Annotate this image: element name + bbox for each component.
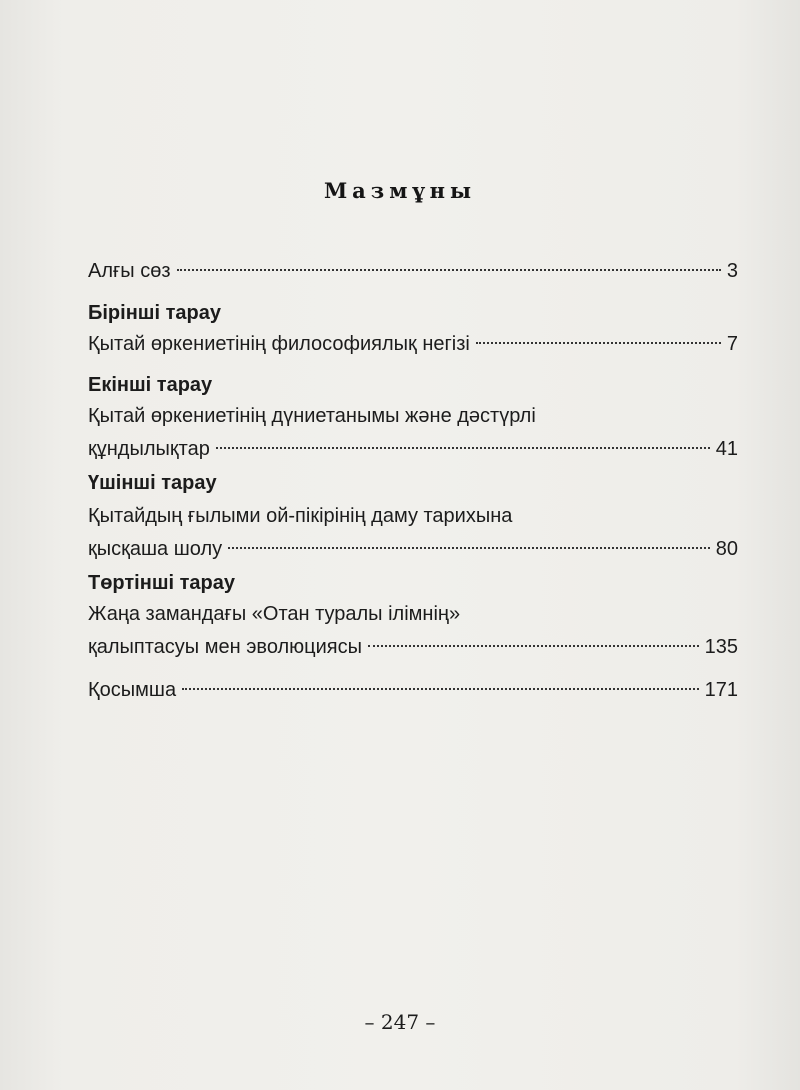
- toc-entry-chapter-3-line-1: Қытайдың ғылыми ой-пікірінің даму тарихына: [88, 505, 513, 527]
- toc-entry-chapter-4-line-1: Жаңа замандағы «Отан туралы ілімнің»: [88, 603, 461, 625]
- toc-chapter-heading-3: Үшінші тарау: [88, 472, 217, 494]
- page-number: – 247 –: [364, 1010, 436, 1034]
- toc-entry-text: құндылықтар: [88, 438, 210, 460]
- toc-entry-chapter-2: [88, 433, 738, 465]
- toc-entry-text: Қытай өркениетінің философиялық негізі: [88, 333, 470, 355]
- toc-entry-text: Алғы сөз: [88, 260, 171, 282]
- dot-leader: [177, 268, 721, 271]
- dot-leader: [182, 687, 699, 690]
- page-title: Мазмұны: [323, 178, 477, 203]
- toc-entry-page: 3: [726, 260, 738, 282]
- toc-entry-text: қалыптасуы мен эволюциясы: [88, 636, 363, 658]
- toc-entry-chapter-2-line-1: Қытай өркениетінің дүниетанымы және дәстүрлі: [88, 405, 536, 427]
- dot-leader: [216, 446, 710, 449]
- dot-leader: [476, 341, 721, 344]
- toc-entry-page: 41: [715, 438, 738, 460]
- dot-leader: [228, 546, 710, 549]
- toc-entry-appendix: [88, 674, 738, 706]
- toc-chapter-heading-1: Бірінші тарау: [88, 302, 221, 324]
- toc-entry-preface: [88, 255, 738, 287]
- show-through-block-3: [0, 740, 800, 800]
- toc-entry-text: Қосымша: [88, 679, 177, 701]
- toc-entry-chapter-3: [88, 533, 738, 565]
- toc-entry-chapter-4: [88, 631, 738, 663]
- toc-entry-page: 135: [704, 636, 738, 658]
- show-through-block-4: [0, 860, 800, 930]
- toc-entry-chapter-1: [88, 328, 738, 360]
- toc-entry-text: қысқаша шолу: [88, 538, 223, 560]
- toc-chapter-heading-2: Екінші тарау: [88, 374, 213, 396]
- dot-leader: [368, 644, 699, 647]
- toc-entry-page: 80: [715, 538, 738, 560]
- toc-entry-page: 7: [726, 333, 738, 355]
- toc-chapter-heading-4: Төртінші тарау: [88, 572, 235, 594]
- toc-entry-page: 171: [704, 679, 738, 701]
